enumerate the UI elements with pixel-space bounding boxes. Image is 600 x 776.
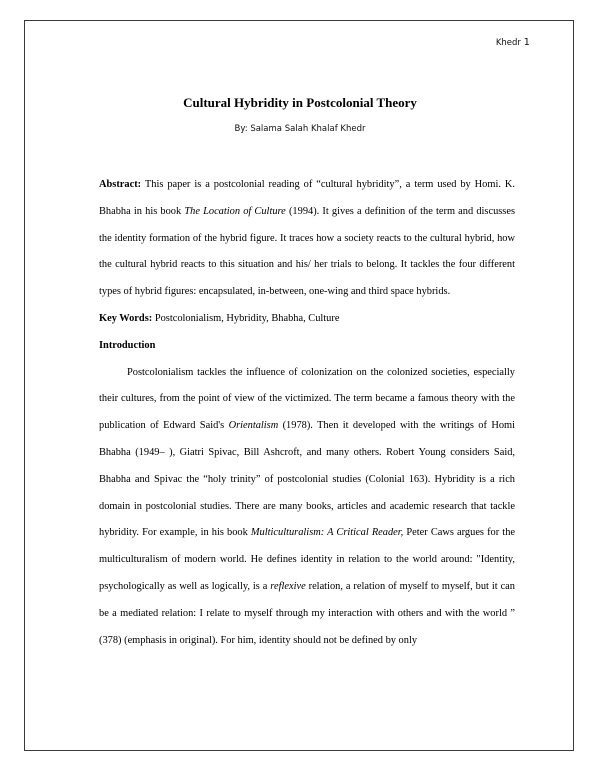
multiculturalism-title: Multiculturalism: A Critical Reader, <box>250 527 404 539</box>
author-line: By: Salama Salah Khalaf Khedr <box>234 124 366 134</box>
running-header <box>496 37 530 48</box>
abstract-paragraph <box>99 172 515 306</box>
introduction-heading: Introduction <box>99 339 156 351</box>
abstract-text-2: (1994). It gives a definition of the term and discusses the identity formation of the hybrid figure. It traces how a society reacts to the cultural hybrid, how the cultural hybrid reacts to this situation and his/ her trials to belong. It tackles the four different types of hybrid figures: encapsulated, in-between, one-wing and third space hybrids. <box>99 205 516 298</box>
running-head-name: Khedr <box>495 38 521 48</box>
intro-text-3: Peter Caws argues for the multiculturalism of modern world. He defines identity in relation to the world around: "Identity, psychologically as well as logically, is a <box>99 527 515 592</box>
page-number: 1 <box>523 37 530 48</box>
keywords-paragraph <box>99 306 515 333</box>
abstract-text-1: This paper is a postcolonial reading of “cultural hybridity”, a term used by Homi. K. Bhabha in his book <box>99 179 515 217</box>
intro-text-4: relation, a relation of myself to myself, but it can be a mediated relation: I relate to myself through my interaction with others and with the world ” (378) (emphasis in original). For him, identity should not be defined by only <box>99 580 515 646</box>
orientalism-title: Orientalism <box>228 420 279 432</box>
intro-text-2: (1978). Then it developed with the writings of Homi Bhabha (1949– ), Giatri Spivac, Bill Ashcroft, and many others. Robert Young considers Said, Bhabha and Spivac the “holy trinity” of postcolonial studies (Colonial 163). Hybridity is a rich domain in postcolonial studies. There are many books, articles and academic research that tackle hybridity. For example, in his book <box>99 420 515 539</box>
intro-text-1: Postcolonialism tackles the influence of colonization on the colonized societies, especially their cultures, from the point of view of the victimized. The term became a famous theory with the publication of Edward Said's <box>99 366 515 432</box>
introduction-paragraph <box>99 360 515 655</box>
paper-body <box>99 172 515 654</box>
paper-title: Cultural Hybridity in Postcolonial Theory <box>183 95 417 110</box>
reflexive-emphasis: reflexive <box>270 580 306 592</box>
abstract-book-title: The Location of Culture <box>184 205 286 217</box>
keywords-label: Key Words: <box>99 312 153 324</box>
keywords-text: Postcolonialism, Hybridity, Bhabha, Culture <box>152 312 340 324</box>
abstract-label: Abstract: <box>99 179 142 190</box>
